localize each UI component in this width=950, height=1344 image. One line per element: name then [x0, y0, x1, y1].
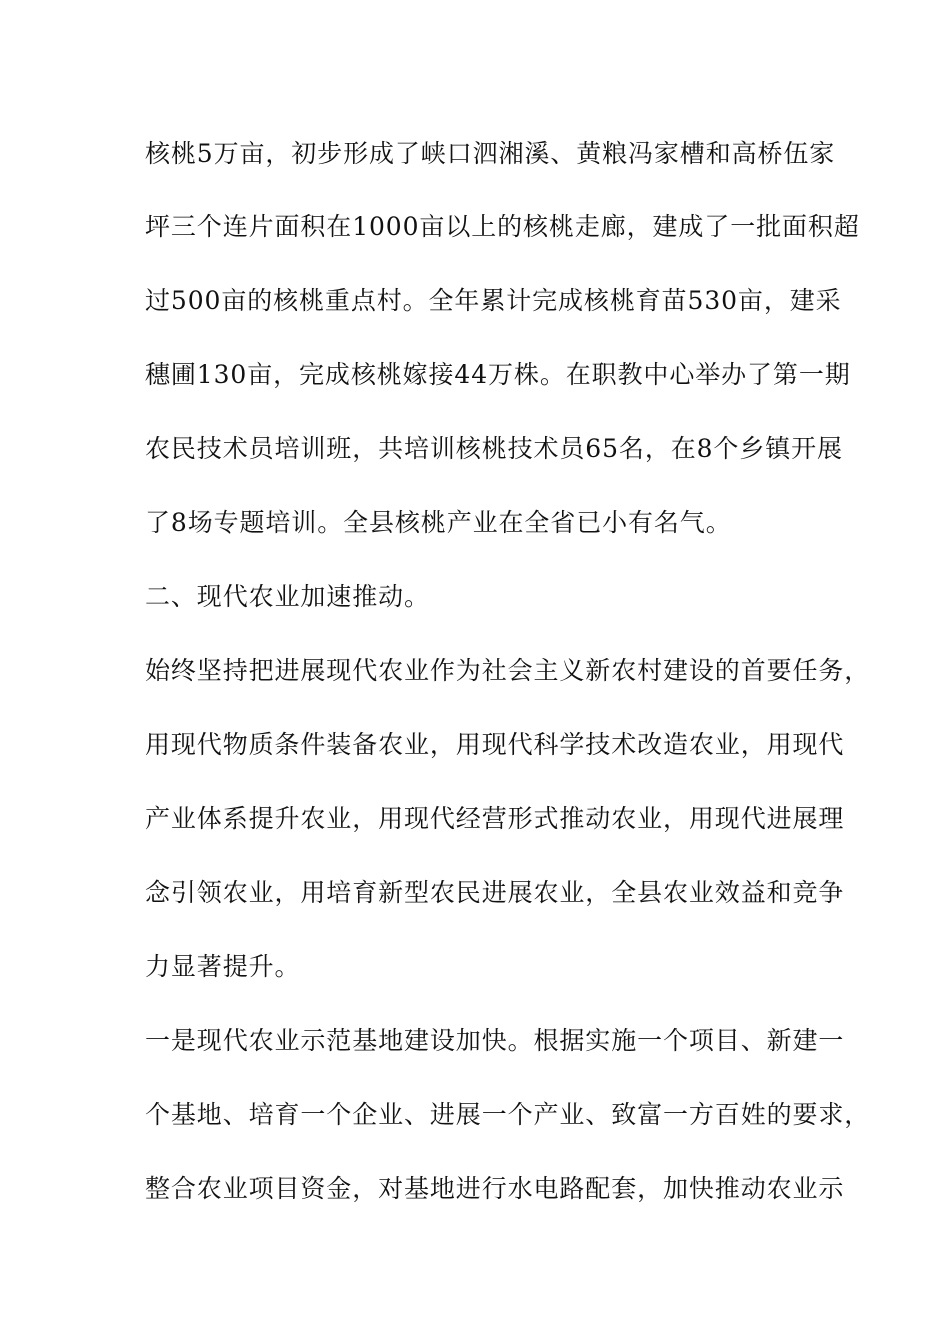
text-line: 用现代物质条件装备农业，用现代科学技术改造农业，用现代 — [145, 730, 845, 759]
text-line: 核桃5万亩，初步形成了峡口泗湘溪、黄粮冯家槽和高桥伍家 — [145, 139, 836, 168]
text-line: 坪三个连片面积在1000亩以上的核桃走廊，建成了一批面积超 — [145, 212, 860, 241]
text-line: 始终坚持把进展现代农业作为社会主义新农村建设的首要任务， — [145, 656, 871, 685]
text-line: 穗圃130亩，完成核桃嫁接44万株。在职教中心举办了第一期 — [145, 360, 851, 389]
text-line: 了8场专题培训。全县核桃产业在全省已小有名气。 — [145, 508, 732, 537]
text-line: 力显著提升。 — [145, 952, 301, 981]
text-line: 念引领农业，用培育新型农民进展农业，全县农业效益和竞争 — [145, 878, 845, 907]
text-line: 产业体系提升农业，用现代经营形式推动农业，用现代进展理 — [145, 804, 845, 833]
section-heading: 二、现代农业加速推动。 — [145, 582, 430, 611]
text-line: 过500亩的核桃重点村。全年累计完成核桃育苗530亩，建采 — [145, 286, 842, 315]
text-line: 整合农业项目资金，对基地进行水电路配套，加快推动农业示 — [145, 1174, 845, 1203]
text-line: 个基地、培育一个企业、进展一个产业、致富一方百姓的要求， — [145, 1100, 871, 1129]
text-line: 一是现代农业示范基地建设加快。根据实施一个项目、新建一 — [145, 1026, 845, 1055]
text-line: 农民技术员培训班，共培训核桃技术员65名，在8个乡镇开展 — [145, 434, 843, 463]
